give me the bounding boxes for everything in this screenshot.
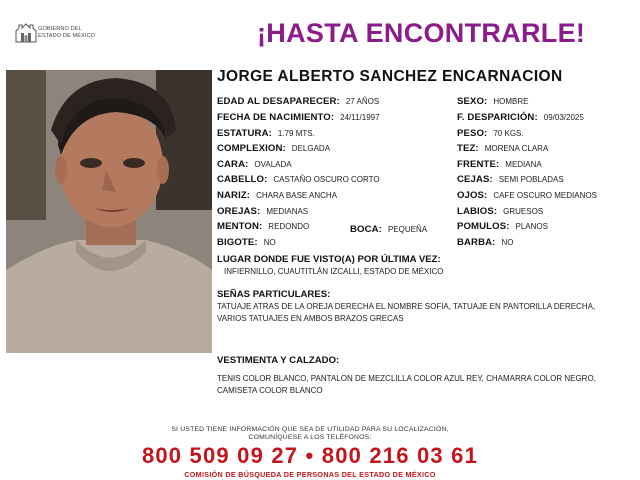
distinguishing-marks-label: SEÑAS PARTICULARES: [217,289,331,300]
field-value: MEDIANAS [266,207,309,216]
contact-note-line-2: COMUNÍQUESE A LOS TELÉFONOS: [248,434,372,441]
field-fecha-desaparicion [457,112,584,123]
field-label: BOCA: [350,224,382,235]
coat-of-arms-icon [14,22,38,44]
field-value: NO [501,238,514,247]
field-value: HOMBRE [493,97,529,106]
field-label: TEZ: [457,143,479,154]
field-value: GRUESOS [503,207,544,216]
field-label: MENTON: [217,221,263,232]
field-label: BARBA: [457,237,496,248]
field-value: DELGADA [291,144,331,153]
field-peso [457,128,524,139]
agency-name: COMISIÓN DE BÚSQUEDA DE PERSONAS DEL ESTADO DE MÉXICO [184,470,436,479]
field-value: NO [263,238,276,247]
field-label: CARA: [217,159,249,170]
field-value: MORENA CLARA [484,144,549,153]
field-estatura [217,128,315,139]
field-label: BIGOTE: [217,237,258,248]
person-name: JORGE ALBERTO SANCHEZ ENCARNACION [217,68,563,85]
field-menton [217,221,309,232]
clothing-value: TENIS COLOR BLANCO, PANTALON DE MEZCLILLA COLOR AZUL REY, CHAMARRA COLOR NEGRO, CAMISETA COLOR BLANCO [217,374,596,395]
field-value: 1.79 MTS. [277,129,315,138]
field-label: CEJAS: [457,174,493,185]
field-orejas [217,206,308,217]
field-edad [217,96,379,107]
contact-note-line-1: SI USTED TIENE INFORMACIÓN QUE SEA DE UTILIDAD PARA SU LOCALIZACIÓN, [171,426,449,433]
field-nacimiento [217,112,380,123]
person-photo [6,70,212,353]
field-label: COMPLEXION: [217,143,286,154]
field-value: CAFE OSCURO MEDIANOS [493,191,597,200]
field-label: F. DESPARICIÓN: [457,112,538,123]
field-cejas [457,174,564,185]
field-value: 70 KGS. [493,129,524,138]
field-value: CHARA BASE ANCHA [256,191,338,200]
field-value: PEQUEÑA [387,225,428,234]
field-label: PESO: [457,128,488,139]
field-value: 27 AÑOS [345,97,380,106]
distinguishing-marks-value: TATUAJE ATRAS DE LA OREJA DERECHA EL NOMBRE SOFIA, TATUAJE EN PANTORILLA DERECHA, VARIOS TATUAJES EN AMBOS BRAZOS GRECAS [217,302,596,323]
field-nariz [217,190,337,201]
field-label: FECHA DE NACIMIENTO: [217,112,335,123]
field-label: ESTATURA: [217,128,272,139]
field-ojos [457,190,597,201]
clothing-label: VESTIMENTA Y CALZADO: [217,355,340,366]
field-labios [457,206,543,217]
field-value: OVALADA [254,160,292,169]
field-cara [217,159,292,170]
field-frente [457,159,542,170]
field-value: 09/03/2025 [543,113,584,122]
field-barba [457,237,513,248]
field-label: SEXO: [457,96,488,107]
field-value: 24/11/1997 [340,113,380,122]
field-cabello [217,174,380,185]
gov-line-2: ESTADO DE MÉXICO [38,32,96,39]
government-name [38,26,95,39]
field-tez [457,143,548,154]
field-label: FRENTE: [457,159,500,170]
field-value: REDONDO [268,222,310,231]
field-value: MEDIANA [505,160,542,169]
field-boca [350,224,427,235]
field-label: NARIZ: [217,190,251,201]
field-pomulos [457,221,548,232]
field-label: POMULOS: [457,221,510,232]
field-label: EDAD AL DESAPARECER: [217,96,340,107]
field-value: CASTAÑO OSCURO CORTO [273,175,380,184]
phone-numbers: 800 509 09 27 • 800 216 03 61 [141,443,479,468]
field-value: PLANOS [515,222,548,231]
last-seen-value: INFIERNILLO, CUAUTITLÁN IZCALLI, ESTADO DE MÉXICO [224,267,444,276]
field-complexion [217,143,330,154]
field-bigote [217,237,276,248]
field-label: LABIOS: [457,206,498,217]
gov-line-1: GOBIERNO DEL [38,26,82,32]
field-label: CABELLO: [217,174,268,185]
field-value: SEMI POBLADAS [498,175,564,184]
page-title: ¡HASTA ENCONTRARLE! [257,18,586,48]
field-sexo [457,96,528,107]
field-label: OJOS: [457,190,488,201]
field-label: OREJAS: [217,206,261,217]
last-seen-label: LUGAR DONDE FUE VISTO(A) POR ÚLTIMA VEZ: [217,254,441,265]
